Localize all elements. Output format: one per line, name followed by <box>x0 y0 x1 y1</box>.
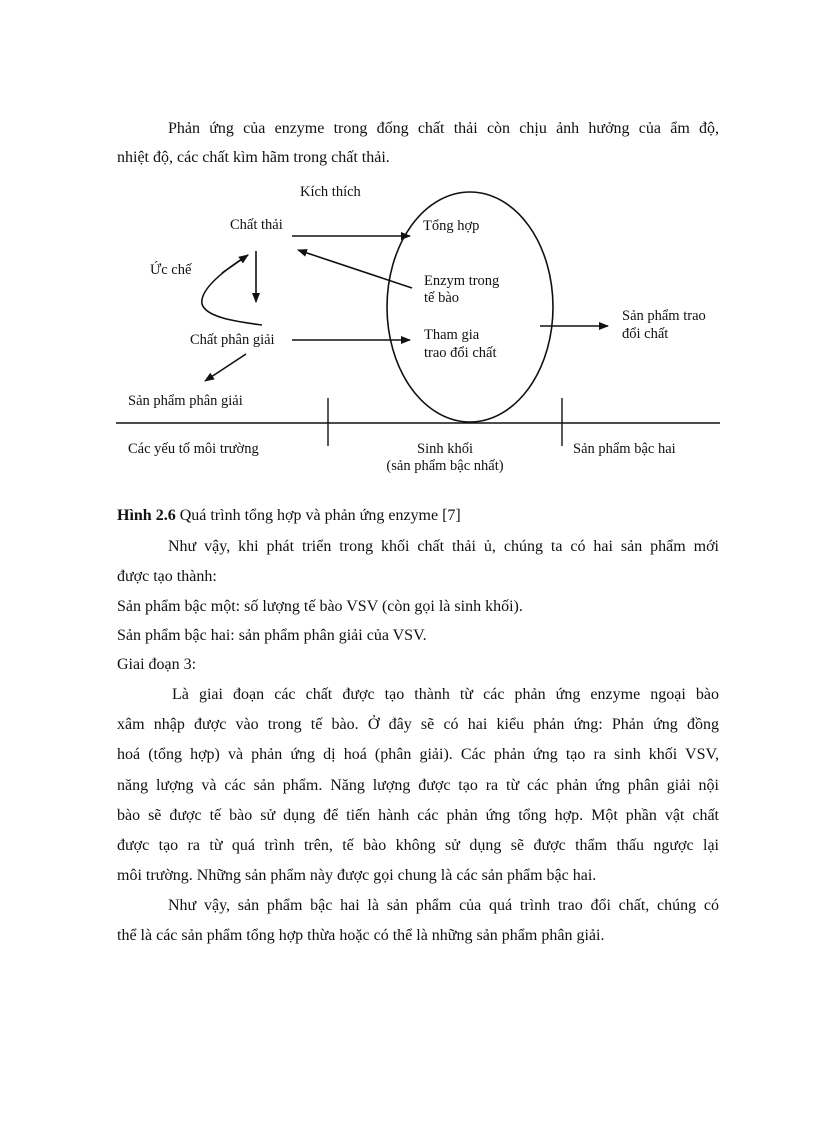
label-sp-trao-doi-line-1: Sản phẩm trao <box>622 308 706 324</box>
label-uc-che: Ức chế <box>150 262 192 278</box>
p3-line-1: Như vậy, sản phẩm bậc hai là sản phẩm của quá trình trao đổi chất, chúng có <box>168 897 719 914</box>
label-tham-gia-line-1: Tham gia <box>424 327 480 343</box>
p2-line-4: năng lượng và các sản phẩm. Năng lượng được tạo ra từ các phản ứng phân giải nội <box>117 777 719 794</box>
label-kich-thich: Kích thích <box>300 184 361 200</box>
intro-line-2: nhiệt độ, các chất kìm hãm trong chất thải. <box>117 149 390 166</box>
p2-line-7: môi trường. Những sản phẩm này được gọi chung là các sản phẩm bậc hai. <box>117 867 597 884</box>
label-tong-hop: Tổng hợp <box>423 218 480 234</box>
label-cac-yeu-to: Các yếu tố môi trường <box>128 441 259 457</box>
p1-line-2: được tạo thành: <box>117 568 217 585</box>
p1-line-1: Như vậy, khi phát triển trong khối chất thải ủ, chúng ta có hai sản phẩm mới <box>168 538 719 555</box>
label-san-pham-phan-giai: Sản phẩm phân giải <box>128 393 243 409</box>
p3-line-2: thể là các sản phẩm tổng hợp thừa hoặc có thể là những sản phẩm phân giải. <box>117 927 605 944</box>
label-tham-gia-line-2: trao đổi chất <box>424 345 497 361</box>
label-enzym-line-1: Enzym trong <box>424 273 500 289</box>
list-item-1: Sản phẩm bậc một: số lượng tế bào VSV (còn gọi là sinh khối). <box>117 598 523 615</box>
figure-caption-text: Quá trình tổng hợp và phản ứng enzyme [7] <box>175 507 461 524</box>
list-item-2: Sản phẩm bậc hai: sản phẩm phân giải của VSV. <box>117 627 427 644</box>
figure-caption <box>117 506 461 526</box>
p2-line-1: Là giai đoạn các chất được tạo thành từ các phản ứng enzyme ngoại bào <box>172 686 719 703</box>
label-sinh-khoi-line-1: Sinh khối <box>417 441 473 457</box>
p2-line-6: được tạo ra từ quá trình trên, tế bào không sử dụng sẽ được thẩm thấu ngược lại <box>117 837 719 854</box>
label-chat-thai: Chất thải <box>230 217 283 233</box>
label-chat-phan-giai: Chất phân giải <box>190 332 275 348</box>
label-sp-bac-hai: Sản phẩm bậc hai <box>573 441 676 457</box>
label-sinh-khoi-line-2: (sản phẩm bậc nhất) <box>386 458 504 474</box>
figure-caption-label: Hình 2.6 <box>117 507 176 524</box>
label-sp-trao-doi-line-2: đổi chất <box>622 326 669 342</box>
stage-heading: Giai đoạn 3: <box>117 656 197 673</box>
arrow-uc-che <box>222 255 248 273</box>
intro-line-1: Phản ứng của enzyme trong đống chất thải còn chịu ảnh hưởng của ẩm độ, <box>168 120 719 137</box>
p2-line-3: hoá (tổng hợp) và phản ứng dị hoá (phân giải). Các phản ứng tạo ra sinh khối VSV, <box>117 746 719 763</box>
label-enzym-line-2: tế bào <box>424 290 460 306</box>
p2-line-2: xâm nhập được vào trong tế bào. Ở đây sẽ có hai kiểu phản ứng: Phản ứng đồng <box>117 716 719 733</box>
p2-line-5: bào sẽ được tế bào sử dụng để tiến hành các phản ứng tổng hợp. Một phần vật chất <box>117 807 719 824</box>
arrow-to-san-pham-phan-giai <box>205 354 246 381</box>
